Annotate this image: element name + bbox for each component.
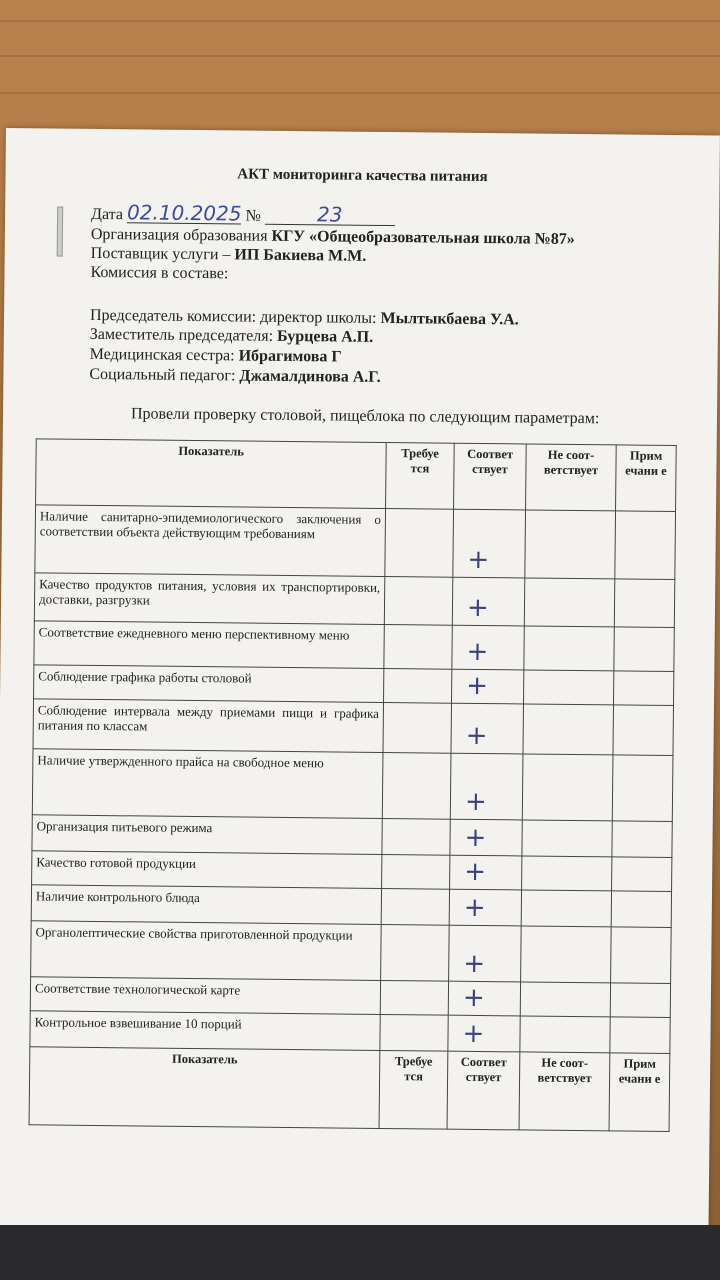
note-cell bbox=[610, 983, 670, 1018]
col-header-required: Требуе тся bbox=[386, 442, 455, 509]
table-row bbox=[33, 699, 673, 756]
complies-cell bbox=[452, 669, 524, 704]
handwritten-check-mark: + bbox=[464, 786, 487, 818]
complies-cell bbox=[449, 925, 522, 982]
member-role: Социальный педагог: bbox=[89, 365, 236, 385]
note-cell bbox=[612, 821, 672, 858]
handwritten-check-mark: + bbox=[467, 544, 490, 576]
indicator-cell: Организация питьевого режима bbox=[32, 815, 382, 855]
document-sheet bbox=[0, 128, 720, 1240]
indicator-cell: Качество продуктов питания, условия их транспортировки, доставки, разгрузки bbox=[34, 573, 384, 625]
not-complies-cell bbox=[523, 704, 614, 755]
complies-cell bbox=[448, 981, 520, 1016]
handwritten-check-mark: + bbox=[466, 592, 489, 624]
required-cell bbox=[380, 980, 448, 1015]
member-role: Медицинская сестра: bbox=[89, 345, 235, 365]
number-value: 23 bbox=[265, 205, 395, 226]
note-cell bbox=[612, 755, 673, 822]
required-cell bbox=[382, 818, 450, 855]
handwritten-check-mark: + bbox=[462, 1018, 485, 1050]
note-cell bbox=[611, 891, 671, 928]
not-complies-cell bbox=[524, 578, 614, 627]
not-complies-cell bbox=[521, 926, 612, 983]
note-cell bbox=[611, 927, 672, 984]
handwritten-check-mark: + bbox=[464, 822, 487, 854]
commission-member bbox=[89, 365, 380, 387]
member-name: Бурцева А.П. bbox=[277, 327, 374, 346]
complies-cell bbox=[450, 855, 522, 890]
footer-header-indicator: Показатель bbox=[29, 1047, 380, 1129]
required-cell bbox=[381, 888, 449, 925]
indicator-cell: Качество готовой продукции bbox=[32, 851, 382, 889]
indicator-cell: Наличие утвержденного прайса на свободное меню bbox=[32, 749, 383, 819]
indicator-cell: Соответствие технологической карте bbox=[30, 977, 380, 1015]
col-header-not-complies: Не соот-ветствует bbox=[526, 444, 617, 511]
member-name: Ибрагимова Г bbox=[238, 347, 342, 366]
not-complies-cell bbox=[521, 890, 611, 927]
complies-cell bbox=[450, 753, 523, 820]
table-row bbox=[34, 573, 674, 628]
footer-header-required: Требуе тся bbox=[379, 1050, 448, 1129]
note-cell bbox=[610, 1017, 670, 1054]
handwritten-check-mark: + bbox=[463, 892, 486, 924]
complies-cell bbox=[448, 1015, 520, 1052]
required-cell bbox=[385, 508, 454, 577]
footer-header-not-complies: Не соот-ветствует bbox=[519, 1052, 610, 1131]
complies-cell bbox=[451, 703, 524, 754]
commission-member bbox=[90, 345, 342, 367]
handwritten-check-mark: + bbox=[465, 720, 488, 752]
indicator-cell: Соответствие ежедневного меню перспективному меню bbox=[34, 621, 384, 669]
table-footer-row bbox=[29, 1047, 670, 1132]
required-cell bbox=[384, 668, 452, 703]
member-name: Мылтыкбаева У.А. bbox=[380, 309, 519, 329]
not-complies-cell bbox=[522, 856, 612, 891]
member-role: Председатель комиссии: директор школы: bbox=[89, 306, 377, 327]
date-line bbox=[91, 200, 395, 227]
note-cell bbox=[613, 705, 674, 756]
commission-member bbox=[90, 325, 373, 347]
binder-clip-mark bbox=[57, 207, 64, 257]
required-cell bbox=[382, 854, 450, 889]
not-complies-cell bbox=[524, 626, 614, 671]
handwritten-check-mark: + bbox=[462, 982, 485, 1014]
col-header-note: Прим ечани е bbox=[616, 445, 677, 512]
date-label: Дата bbox=[91, 205, 124, 224]
complies-cell bbox=[452, 577, 524, 626]
not-complies-cell bbox=[525, 510, 616, 579]
handwritten-check-mark: + bbox=[464, 856, 487, 888]
indicator-cell: Соблюдение графика работы столовой bbox=[34, 665, 384, 703]
org-label: Организация образования bbox=[90, 225, 268, 245]
table-header-row bbox=[36, 439, 677, 512]
indicator-cell: Наличие санитарно-эпидемиологического заключения о соответствии объекта действующим требованиям bbox=[35, 505, 386, 577]
intro-text: Провели проверку столовой, пищеблока по следующим параметрам: bbox=[130, 405, 600, 428]
required-cell bbox=[381, 924, 450, 981]
not-complies-cell bbox=[522, 754, 613, 821]
complies-cell bbox=[453, 509, 526, 578]
footer-header-note: Прим ечани е bbox=[609, 1053, 670, 1132]
member-name: Джамалдинова А.Г. bbox=[239, 367, 381, 386]
supplier-value: ИП Бакиева М.М. bbox=[234, 246, 367, 265]
note-cell bbox=[614, 579, 674, 628]
not-complies-cell bbox=[522, 820, 612, 857]
required-cell bbox=[383, 702, 452, 753]
col-header-complies: Соответ ствует bbox=[454, 443, 527, 510]
commission-label: Комиссия в составе: bbox=[90, 263, 229, 283]
note-cell bbox=[615, 511, 676, 580]
date-value: 02.10.2025 bbox=[126, 200, 242, 226]
complies-cell bbox=[450, 819, 522, 856]
document-title: АКТ мониторинга качества питания bbox=[237, 166, 488, 186]
indicator-cell: Соблюдение интервала между приемами пищи и графика питания по классам bbox=[33, 699, 384, 753]
not-complies-cell bbox=[523, 670, 613, 705]
indicator-cell: Органолептические свойства приготовленной продукции bbox=[31, 921, 382, 981]
required-cell bbox=[380, 1014, 448, 1051]
note-cell bbox=[613, 671, 673, 706]
handwritten-check-mark: + bbox=[463, 948, 486, 980]
supplier-label: Поставщик услуги – bbox=[90, 244, 231, 264]
table-row bbox=[32, 749, 673, 822]
required-cell bbox=[384, 624, 452, 669]
background-fabric bbox=[0, 1225, 720, 1280]
org-value: КГУ «Общеобразовательная школа №87» bbox=[271, 227, 575, 248]
indicator-cell: Наличие контрольного блюда bbox=[31, 885, 381, 925]
member-role: Заместитель председателя: bbox=[89, 325, 274, 345]
number-label: № bbox=[245, 207, 261, 225]
complies-cell bbox=[449, 889, 521, 926]
table-row bbox=[35, 505, 676, 580]
not-complies-cell bbox=[520, 982, 610, 1017]
note-cell bbox=[614, 627, 674, 672]
handwritten-check-mark: + bbox=[466, 670, 489, 702]
indicator-cell: Контрольное взвешивание 10 порций bbox=[30, 1011, 380, 1051]
required-cell bbox=[382, 752, 451, 819]
handwritten-check-mark: + bbox=[466, 636, 489, 668]
monitoring-table bbox=[29, 438, 677, 1132]
table-row bbox=[34, 621, 674, 672]
footer-header-complies: Соответ ствует bbox=[447, 1051, 520, 1130]
note-cell bbox=[612, 857, 672, 892]
complies-cell bbox=[452, 625, 524, 670]
not-complies-cell bbox=[520, 1016, 610, 1053]
required-cell bbox=[384, 576, 452, 625]
table-row bbox=[31, 921, 672, 984]
col-header-indicator: Показатель bbox=[36, 439, 387, 509]
